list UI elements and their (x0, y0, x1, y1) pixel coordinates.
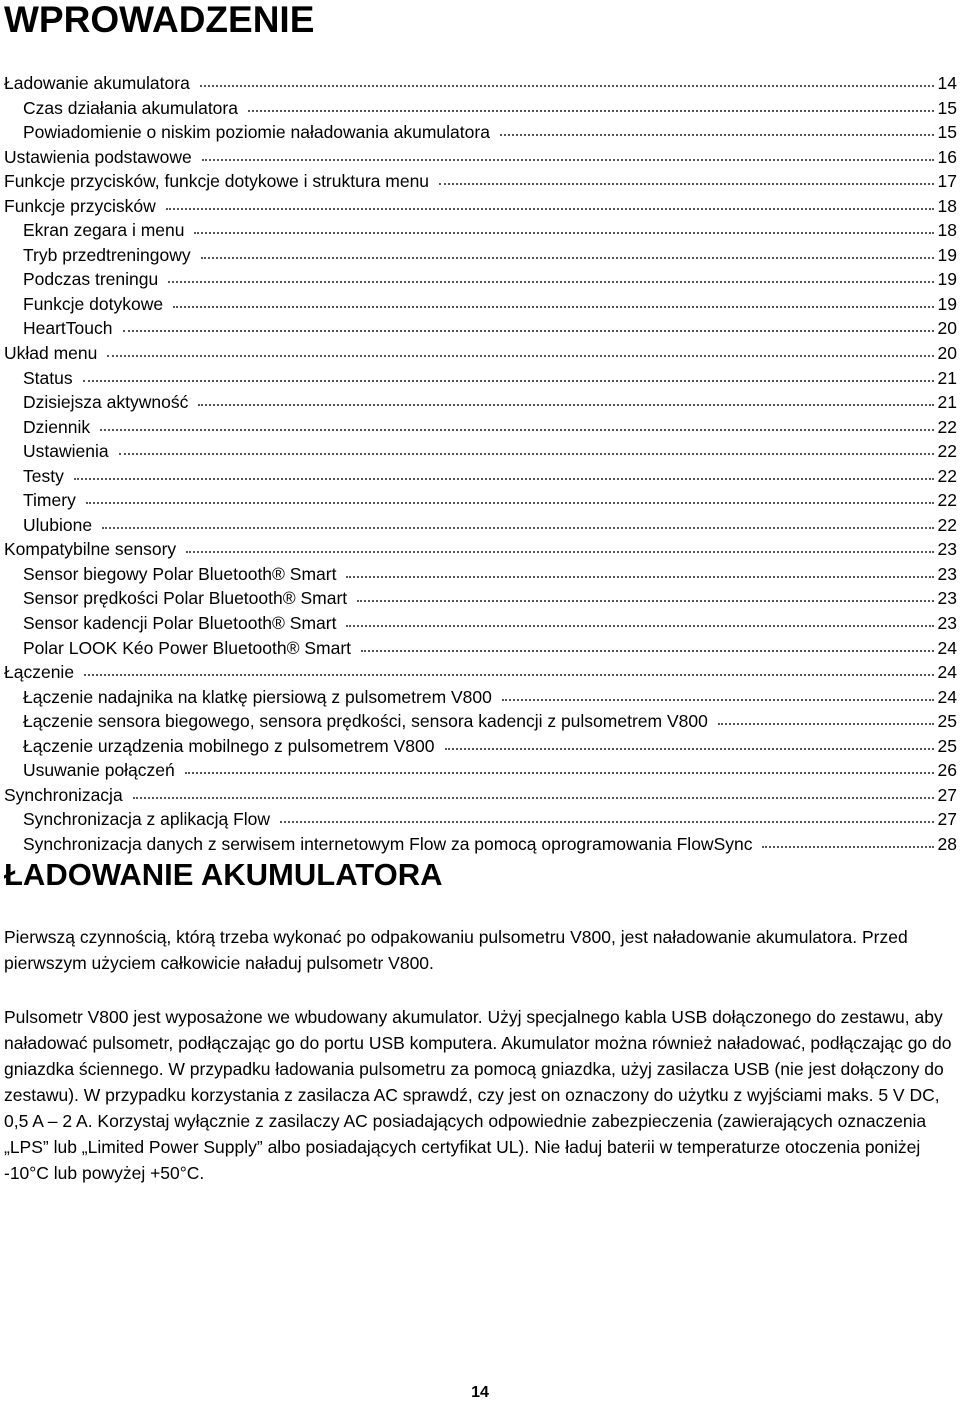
toc-entry[interactable] (4, 758, 957, 783)
toc-leader-dots (166, 208, 934, 210)
toc-entry-page: 16 (937, 146, 957, 167)
toc-entry-page: 26 (937, 760, 957, 781)
toc-entry-page: 14 (937, 73, 957, 93)
toc-entry[interactable] (4, 292, 957, 317)
toc-leader-dots (718, 723, 934, 725)
toc-leader-dots (445, 748, 934, 750)
page-title: WPROWADZENIE (4, 0, 315, 40)
toc-leader-dots (201, 257, 934, 259)
toc-leader-dots (107, 355, 933, 357)
section-heading: ŁADOWANIE AKUMULATORA (4, 857, 443, 892)
toc-leader-dots (86, 502, 934, 504)
toc-entry[interactable] (4, 709, 957, 734)
toc-leader-dots (168, 281, 933, 283)
toc-leader-dots (439, 183, 933, 185)
toc-entry[interactable] (4, 537, 957, 562)
toc-entry-page: 27 (937, 809, 957, 830)
toc-leader-dots (133, 797, 934, 799)
toc-entry-page: 15 (937, 97, 957, 118)
toc-entry[interactable] (4, 366, 957, 391)
toc-entry-page: 19 (937, 244, 957, 265)
toc-entry[interactable] (4, 734, 957, 759)
toc-entry-label: Funkcje dotykowe (23, 293, 164, 314)
toc-leader-dots (346, 576, 933, 578)
toc-entry-label: Łączenie urządzenia mobilnego z pulsometrem V800 (23, 735, 435, 756)
toc-entry-page: 15 (937, 122, 957, 143)
toc-leader-dots (248, 110, 934, 112)
toc-entry-page: 22 (937, 441, 957, 462)
toc-entry-label: Status (23, 367, 73, 388)
toc-entry-page: 23 (937, 563, 957, 584)
toc-entry[interactable] (4, 636, 957, 661)
toc-entry-label: Układ menu (4, 343, 98, 364)
toc-entry-page: 23 (937, 613, 957, 634)
toc-entry-label: Ustawienia (23, 441, 109, 462)
toc-entry-label: Kompatybilne sensory (4, 539, 177, 560)
toc-entry[interactable] (4, 685, 957, 710)
toc-entry[interactable] (4, 218, 957, 243)
toc-entry[interactable] (4, 96, 957, 121)
toc-entry[interactable] (4, 390, 957, 415)
toc-entry-page: 19 (937, 269, 957, 290)
toc-entry[interactable] (4, 316, 957, 341)
toc-entry[interactable] (4, 120, 957, 145)
toc-leader-dots (83, 380, 934, 382)
toc-entry-page: 19 (937, 293, 957, 314)
toc-entry-page: 18 (937, 195, 957, 216)
toc-entry-label: Łączenie sensora biegowego, sensora prędkości, sensora kadencji z pulsometrem V800 (23, 711, 708, 732)
toc-entry-label: Czas działania akumulatora (23, 97, 238, 118)
toc-entry-page: 20 (937, 318, 957, 339)
page-number: 14 (471, 1384, 489, 1401)
toc-entry-label: Usuwanie połączeń (23, 760, 175, 781)
toc-entry-page: 24 (937, 662, 957, 683)
toc-entry[interactable] (4, 267, 957, 292)
toc-entry-page: 24 (937, 637, 957, 658)
toc-entry[interactable] (4, 341, 957, 366)
toc-entry-label: Tryb przedtreningowy (23, 244, 191, 265)
toc-entry-page: 27 (937, 784, 957, 805)
toc-entry[interactable] (4, 71, 957, 96)
toc-entry[interactable] (4, 415, 957, 440)
toc-entry-label: Łączenie nadajnika na klatkę piersiową z pulsometrem V800 (23, 686, 492, 707)
toc-entry-label: Ustawienia podstawowe (4, 146, 192, 167)
toc-entry[interactable] (4, 243, 957, 268)
toc-entry-page: 24 (937, 686, 957, 707)
toc-entry-page: 25 (937, 711, 957, 732)
toc-entry[interactable] (4, 194, 957, 219)
toc-entry[interactable] (4, 611, 957, 636)
toc-entry-page: 17 (937, 171, 957, 192)
toc-leader-dots (762, 846, 933, 848)
toc-entry[interactable] (4, 488, 957, 513)
toc-entry-label: Timery (23, 490, 76, 511)
toc-leader-dots (502, 699, 934, 701)
toc-leader-dots (123, 330, 934, 332)
toc-leader-dots (280, 821, 933, 823)
toc-entry-page: 18 (937, 220, 957, 241)
toc-entry-label: Łączenie (4, 662, 75, 683)
toc-entry-label: Ładowanie akumulatora (4, 73, 190, 93)
toc-entry-page: 22 (937, 514, 957, 535)
toc-leader-dots (200, 85, 934, 87)
charging-paragraph: Pulsometr V800 jest wyposażone we wbudowany akumulator. Użyj specjalnego kabla USB dołączonego do zestawu, aby naładować pulsometr, podłączając go do portu USB komputera. Akumulator można również naładować, podłączając go do gniazdka ściennego. W przypadku ładowania pulsometru za pomocą gniazdka, użyj zasilacza USB (nie jest dołączony do zestawu). W przypadku korzystania z zasilacza AC sprawdź, czy jest on oznaczony do użytku z wyjściami maks. 5 V DC, 0,5 A – 2 A. Korzystaj wyłącznie z zasilaczy AC posiadających odpowiednie zabezpieczenia (zawierających oznaczenia „LPS” lub „Limited Power Supply” albo posiadających certyfikat UL). Nie ładuj baterii w temperaturze otoczenia poniżej -10°C lub powyżej +50°C. (4, 1007, 952, 1183)
toc-entry-page: 23 (937, 539, 957, 560)
toc-entry[interactable] (4, 464, 957, 489)
toc-leader-dots (119, 453, 934, 455)
toc-entry[interactable] (4, 562, 957, 587)
toc-leader-dots (198, 404, 933, 406)
toc-entry-page: 25 (937, 735, 957, 756)
toc-entry-label: Sensor prędkości Polar Bluetooth® Smart (23, 588, 348, 609)
toc-entry-page: 22 (937, 465, 957, 486)
intro-paragraph: Pierwszą czynnością, którą trzeba wykonać po odpakowaniu pulsometru V800, jest naładowanie akumulatora. Przed pierwszym użyciem całkowicie naładuj pulsometr V800. (4, 927, 908, 973)
toc-entry-label: Synchronizacja z aplikacją Flow (23, 809, 271, 830)
toc-entry-label: Funkcje przycisków, funkcje dotykowe i struktura menu (4, 171, 430, 192)
toc-leader-dots (185, 772, 934, 774)
toc-entry-label: Testy (23, 465, 64, 486)
table-of-contents (4, 71, 957, 857)
toc-entry-label: Powiadomienie o niskim poziomie naładowania akumulatora (23, 122, 490, 143)
toc-leader-dots (186, 551, 933, 553)
toc-entry-page: 20 (937, 343, 957, 364)
toc-entry[interactable] (4, 169, 957, 194)
toc-leader-dots (74, 478, 934, 480)
toc-entry-label: Sensor kadencji Polar Bluetooth® Smart (23, 613, 337, 634)
toc-leader-dots (194, 232, 933, 234)
toc-entry-label: Synchronizacja danych z serwisem internetowym Flow za pomocą oprogramowania FlowSync (23, 833, 753, 854)
toc-entry-page: 23 (937, 588, 957, 609)
toc-entry[interactable] (4, 145, 957, 170)
toc-entry-label: Synchronizacja (4, 784, 123, 805)
toc-entry[interactable] (4, 807, 957, 832)
toc-leader-dots (84, 674, 933, 676)
toc-entry-label: Sensor biegowy Polar Bluetooth® Smart (23, 563, 337, 584)
toc-entry-label: Podczas treningu (23, 269, 159, 290)
toc-entry-label: Polar LOOK Kéo Power Bluetooth® Smart (23, 637, 352, 658)
toc-entry-page: 28 (937, 833, 957, 854)
toc-entry[interactable] (4, 660, 957, 685)
toc-leader-dots (202, 159, 934, 161)
toc-entry[interactable] (4, 439, 957, 464)
toc-entry-label: Ulubione (23, 514, 93, 535)
toc-leader-dots (361, 650, 933, 652)
toc-leader-dots (173, 306, 933, 308)
toc-leader-dots (102, 527, 933, 529)
toc-entry-label: Ekran zegara i menu (23, 220, 185, 241)
toc-leader-dots (500, 134, 934, 136)
toc-entry-label: HeartTouch (23, 318, 113, 339)
toc-entry-page: 21 (937, 367, 957, 388)
toc-leader-dots (357, 600, 933, 602)
toc-entry[interactable] (4, 586, 957, 611)
toc-entry-label: Dzisiejsza aktywność (23, 392, 189, 413)
toc-entry[interactable] (4, 783, 957, 808)
toc-entry-label: Dziennik (23, 416, 91, 437)
toc-entry-page: 21 (937, 392, 957, 413)
toc-entry[interactable] (4, 832, 957, 857)
toc-leader-dots (100, 429, 933, 431)
toc-entry-page: 22 (937, 490, 957, 511)
toc-leader-dots (346, 625, 933, 627)
toc-entry-label: Funkcje przycisków (4, 195, 156, 216)
toc-entry[interactable] (4, 513, 957, 538)
toc-entry-page: 22 (937, 416, 957, 437)
